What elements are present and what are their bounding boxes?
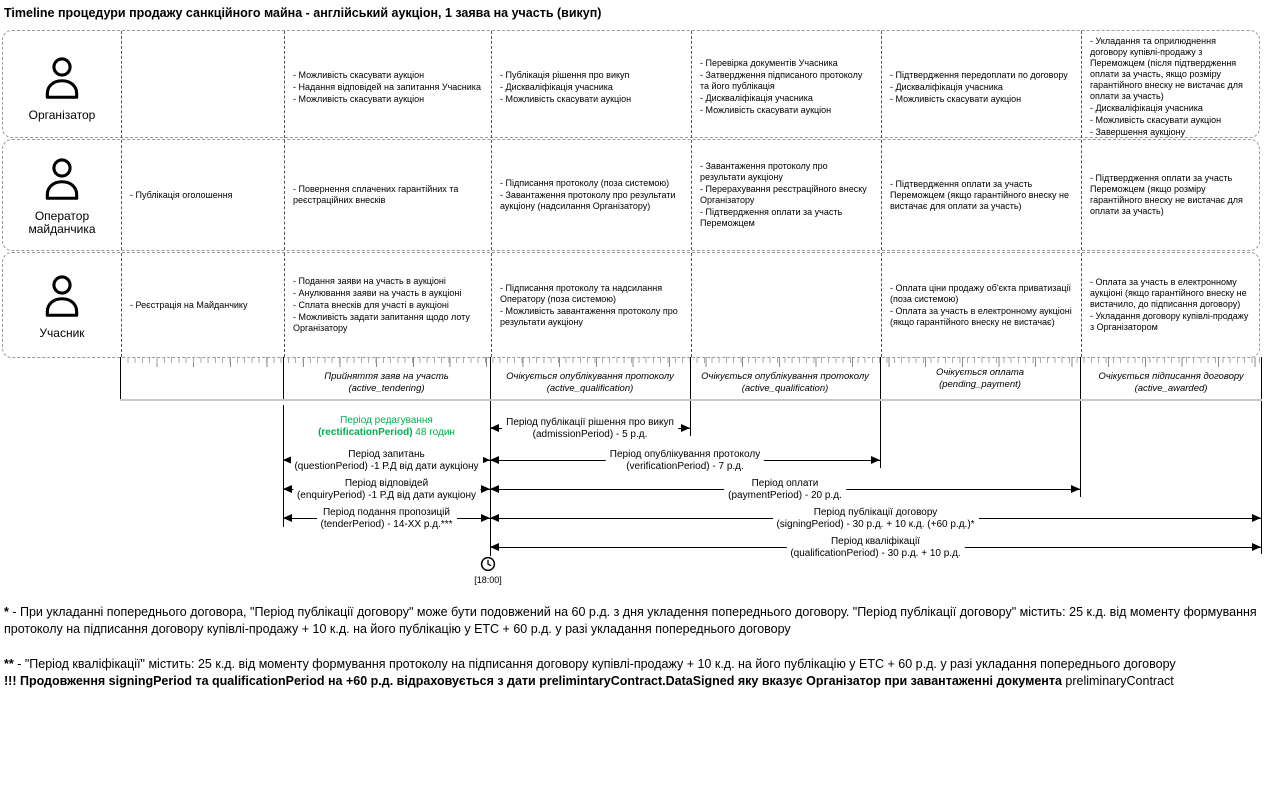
phase-label-active-awarded: Очікується підписання договору (active_awarded) bbox=[1098, 371, 1244, 394]
phase-divider bbox=[880, 357, 881, 401]
activity-cell: - Перевірка документів Учасника - Затвердження підписаного протоколу та його публікація - Дискваліфікація учасника - Можливість скасувати аукціон bbox=[691, 31, 881, 143]
footnote-signing-period: * - При укладанні попереднього договора, "Період публікації договору" може бути подовжений на 60 р.д. з дня укладення попереднього договору. "Період публікації договору" містить: 25 к.д. від моменту формування протоколу на підписання договору купівлі-продажу + 10 к.д. на його публікацію у ЕТС + 60 р.д. у разі укладання попереднього договору bbox=[4, 605, 1257, 636]
activity-cell: - Підтвердження оплати за участь Переможцем (якщо розміру гарантійного внеску не вистачає для оплати за участь) bbox=[1081, 140, 1263, 250]
activity-cell: - Укладання та оприлюднення договору купівлі-продажу з Переможцем (після підтвердження оплати за участь, якщо розміру гарантійного внеску не вистачає для оплати за участь) - Дискваліфікація учасника - Можливість скасувати аукціон - Завершення аукціону bbox=[1081, 31, 1263, 143]
activity-cell: - Реєстрація на Майданчику bbox=[121, 253, 284, 357]
phase-divider bbox=[283, 357, 284, 401]
phase-label-pending-payment: Очікується оплата (pending_payment) bbox=[936, 367, 1024, 390]
period-rectification: Період редагування (rectificationPeriod) 48 годин bbox=[284, 415, 489, 439]
footnotes bbox=[4, 604, 1266, 690]
arrowhead-left bbox=[490, 456, 499, 464]
phase-divider bbox=[120, 357, 121, 401]
arrowhead-right bbox=[681, 424, 690, 432]
actor-label: Організатор bbox=[28, 107, 96, 122]
period-qualification: Період кваліфікації (qualificationPeriod) - 30 р.д. + 10 р.д. bbox=[490, 536, 1261, 560]
activity-cell: - Оплата ціни продажу об'єкта приватизації (поза системою) - Оплата за участь в електронному аукціоні (якщо гарантійного внеску не вистачає) bbox=[881, 253, 1081, 357]
phase-divider bbox=[1080, 357, 1081, 401]
period-verification: Період опублікування протоколу (verificationPeriod) - 7 р.д. bbox=[490, 449, 880, 473]
arrowhead-left bbox=[490, 543, 499, 551]
arrowhead-left bbox=[283, 514, 292, 522]
actor-cell-participant bbox=[3, 253, 121, 357]
arrowhead-left bbox=[490, 424, 499, 432]
arrowhead-right bbox=[871, 456, 880, 464]
activity-cell: - Публікація рішення про викуп - Дискваліфікація учасника - Можливість скасувати аукціон bbox=[491, 31, 691, 143]
arrowhead-right bbox=[1071, 485, 1080, 493]
actor-label: Оператор майданчика bbox=[28, 209, 96, 236]
phase-baseline bbox=[120, 399, 1262, 401]
phase-divider bbox=[490, 357, 491, 401]
phase-label-active-qualification-2: Очікується опублікування протоколу (active_qualification) bbox=[701, 371, 869, 394]
phase-label-active-tendering: Прийняття заяв на участь (active_tendering) bbox=[324, 371, 449, 394]
activity-cell: - Підтвердження передоплати по договору - Дискваліфікація учасника - Можливість скасувати аукціон bbox=[881, 31, 1081, 143]
activity-cell: - Повернення сплачених гарантійних та реєстраційних внесків bbox=[284, 140, 491, 250]
page-title: Timeline процедури продажу санкційного майна - англійський аукціон, 1 заява на участь (викуп) bbox=[4, 6, 602, 20]
period-admission: Період публікації рішення про викуп (admissionPeriod) - 5 р.д. bbox=[490, 417, 690, 441]
period-bracket-line bbox=[1261, 401, 1262, 554]
actor-cell-operator bbox=[3, 140, 121, 250]
activity-cell: - Оплата за участь в електронному аукціоні (якщо гарантійного внеску не вистачило, до підписання договору) - Укладання договору купівлі-продажу з Організатором bbox=[1081, 253, 1263, 357]
arrowhead-left bbox=[490, 485, 499, 493]
arrowhead-right bbox=[1252, 514, 1261, 522]
clock-time-label: [18:00] bbox=[474, 575, 502, 585]
period-bracket-line bbox=[880, 401, 881, 468]
arrowhead-right bbox=[481, 514, 490, 522]
period-enquiry: Період відповідей (enquiryPeriod) -1 Р.Д від дати аукціону bbox=[283, 478, 490, 502]
actor-row-organizer bbox=[2, 30, 1260, 138]
actor-cell-organizer bbox=[3, 31, 121, 143]
period-tender: Період подання пропозицій (tenderPeriod) - 14-XX р.д.*** bbox=[283, 507, 490, 531]
clock-icon bbox=[480, 556, 496, 577]
activity-cell: - Підтвердження оплати за участь Переможцем (якщо гарантійного внеску не вистачає для оплати за участь) bbox=[881, 140, 1081, 250]
arrowhead-right bbox=[1252, 543, 1261, 551]
arrowhead-right bbox=[481, 485, 490, 493]
arrowhead-left bbox=[490, 514, 499, 522]
period-signing: Період публікації договору (signingPeriod) - 30 р.д. + 10 к.д. (+60 р.д.)* bbox=[490, 507, 1261, 531]
footnote-preliminary-contract: !!! Продовження signingPeriod та qualificationPeriod на +60 р.д. відраховується з дати prelimintaryContract.DataSigned яку вказує Організатор при завантаженні документа preliminaryContract bbox=[4, 674, 1174, 688]
timeline-ruler-ticks bbox=[120, 357, 1262, 363]
activity-cell bbox=[691, 253, 881, 357]
actor-row-operator bbox=[2, 139, 1260, 251]
phase-divider bbox=[1261, 357, 1262, 401]
period-question: Період запитань (questionPeriod) -1 Р.Д від дати аукціону bbox=[283, 449, 490, 473]
activity-cell bbox=[121, 31, 284, 143]
person-icon bbox=[40, 154, 84, 207]
period-bracket-line bbox=[1080, 401, 1081, 497]
person-icon bbox=[40, 271, 84, 324]
phase-divider bbox=[690, 357, 691, 401]
activity-cell: - Публікація оголошення bbox=[121, 140, 284, 250]
footnote-qualification-period: ** - "Період кваліфікації" містить: 25 к.д. від моменту формування протоколу на підписання договору купівлі-продажу + 10 к.д. на його публікацію у ЕТС + 60 р.д. у разі укладання попереднього договору bbox=[4, 657, 1176, 671]
phase-label-active-qualification-1: Очікується опублікування протоколу (active_qualification) bbox=[506, 371, 674, 394]
person-icon bbox=[40, 53, 84, 106]
activity-cell: - Подання заяви на участь в аукціоні - Анулювання заяви на участь в аукціоні - Сплата внесків для участі в аукціоні - Можливість задати запитання щодо лоту Організатору bbox=[284, 253, 491, 357]
activity-cell: - Завантаження протоколу про результати аукціону - Перерахування реєстраційного внеску Організатору - Підтвердження оплати за участь Переможцем bbox=[691, 140, 881, 250]
actor-row-participant bbox=[2, 252, 1260, 358]
activity-cell: - Можливість скасувати аукціон - Надання відповідей на запитання Учасника - Можливість скасувати аукціон bbox=[284, 31, 491, 143]
activity-cell: - Підписання протоколу (поза системою) - Завантаження протоколу про результати аукціону (надсилання Організатору) bbox=[491, 140, 691, 250]
period-payment: Період оплати (paymentPeriod) - 20 р.д. bbox=[490, 478, 1080, 502]
period-bracket-line bbox=[690, 401, 691, 436]
arrowhead-left bbox=[283, 485, 292, 493]
actor-label: Учасник bbox=[39, 325, 85, 340]
activity-cell: - Підписання протоколу та надсилання Оператору (поза системою) - Можливість завантаження протоколу про результати аукціону bbox=[491, 253, 691, 357]
